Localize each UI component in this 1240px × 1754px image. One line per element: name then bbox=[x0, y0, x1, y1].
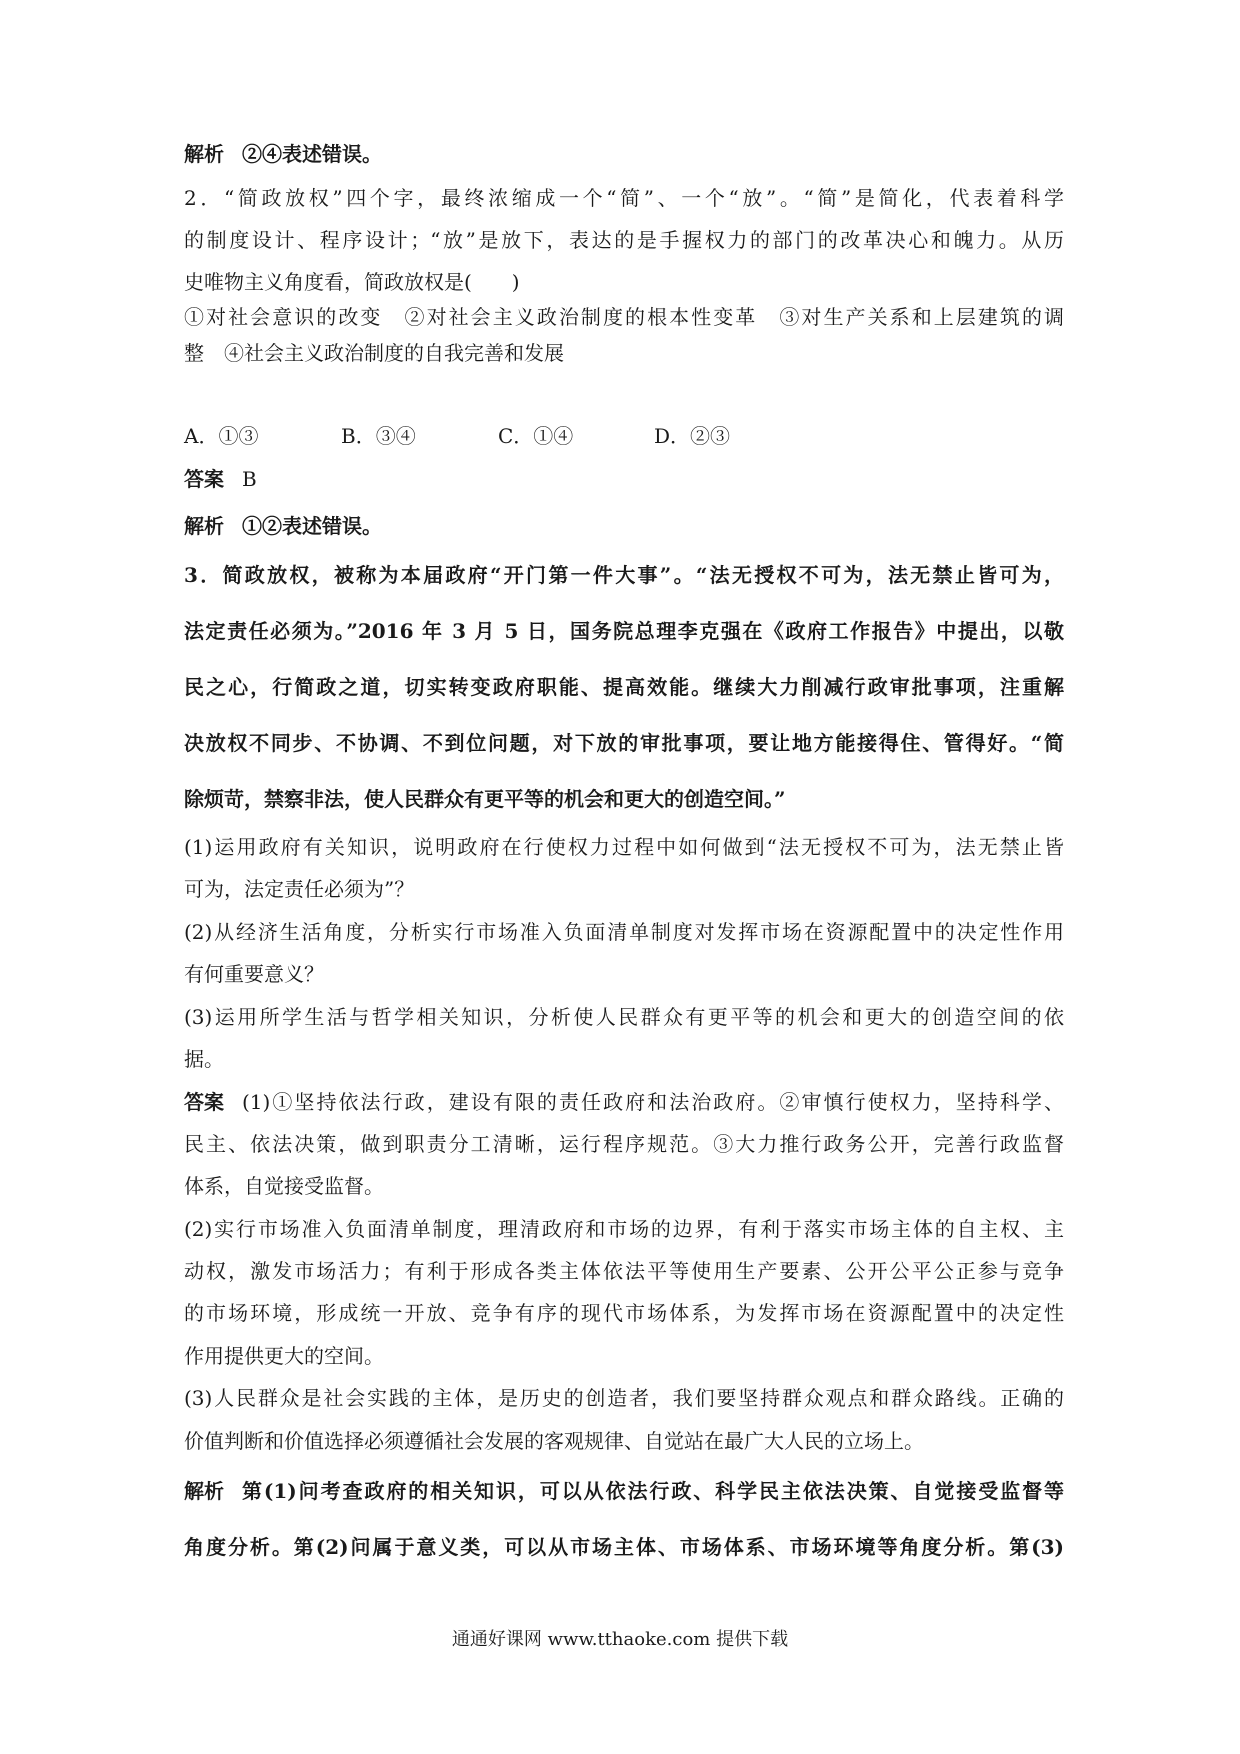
q3-stem-line: 3．简政放权，被称为本届政府“开门第一件大事”。“法无授权不可为，法无禁止皆可为， bbox=[184, 563, 1064, 587]
option-a: A．①③ bbox=[184, 424, 259, 448]
q3-answer-line: (3)人民群众是社会实践的主体，是历史的创造者，我们要坚持群众观点和群众路线。正确的 bbox=[184, 1386, 1064, 1410]
analysis-label: 解析 bbox=[184, 514, 224, 538]
q3-answer-line: 体系，自觉接受监督。 bbox=[184, 1174, 384, 1198]
q3-answer-line: 的市场环境，形成统一开放、竞争有序的现代市场体系，为发挥市场在资源配置中的决定性 bbox=[184, 1301, 1064, 1325]
q3-sub-question: 有何重要意义？ bbox=[184, 962, 324, 986]
q3-sub-question: (2)从经济生活角度，分析实行市场准入负面清单制度对发挥市场在资源配置中的决定性作用 bbox=[184, 920, 1064, 944]
q2-stem-line: 2．“简政放权”四个字，最终浓缩成一个“简”、一个“放”。“简”是简化，代表着科学 bbox=[184, 186, 1064, 210]
q3-answer-line: 动权，激发市场活力；有利于形成各类主体依法平等使用生产要素、公开公平公正参与竞争 bbox=[184, 1259, 1064, 1283]
q2-stem-line: 的制度设计、程序设计；“放”是放下，表达的是手握权力的部门的改革决心和魄力。从历 bbox=[184, 228, 1064, 252]
option-b: B．③④ bbox=[341, 424, 416, 448]
answer-text: (1)①坚持依法行政，建设有限的责任政府和法治政府。②审慎行使权力，坚持科学、 bbox=[242, 1090, 1064, 1114]
q2-statement-line: ①对社会意识的改变 ②对社会主义政治制度的根本性变革 ③对生产关系和上层建筑的调 bbox=[184, 305, 1064, 329]
q2-statement-line: 整 ④社会主义政治制度的自我完善和发展 bbox=[184, 341, 564, 365]
q2-answer bbox=[184, 466, 1064, 492]
q3-analysis-line: 角度分析。第(2)问属于意义类，可以从市场主体、市场体系、市场环境等角度分析。第(3) bbox=[184, 1535, 1064, 1559]
q3-analysis-first bbox=[184, 1478, 1064, 1504]
analysis-text: ①②表述错误。 bbox=[242, 514, 382, 538]
q3-sub-question: 据。 bbox=[184, 1047, 224, 1071]
q3-sub-question: (1)运用政府有关知识，说明政府在行使权力过程中如何做到“法无授权不可为，法无禁止皆 bbox=[184, 835, 1064, 859]
q3-stem-line: 除烦苛，禁察非法，使人民群众有更平等的机会和更大的创造空间。” bbox=[184, 787, 786, 811]
option-c: C．①④ bbox=[498, 424, 574, 448]
analysis-label: 解析 bbox=[184, 142, 224, 166]
option-d: D．②③ bbox=[654, 424, 731, 448]
answer-label: 答案 bbox=[184, 467, 224, 491]
q3-answer-first bbox=[184, 1089, 1064, 1115]
analysis-text: 第(1)问考查政府的相关知识，可以从依法行政、科学民主依法决策、自觉接受监督等 bbox=[242, 1479, 1064, 1503]
q3-stem-line: 民之心，行简政之道，切实转变政府职能、提高效能。继续大力削减行政审批事项，注重解 bbox=[184, 675, 1064, 699]
q3-stem-line: 法定责任必须为。”2016 年 3 月 5 日，国务院总理李克强在《政府工作报告》中提出，以敬 bbox=[184, 619, 1064, 643]
q2-analysis bbox=[184, 513, 1064, 539]
q2-stem-line: 史唯物主义角度看，简政放权是( ) bbox=[184, 270, 520, 294]
q2-options bbox=[184, 423, 1064, 449]
q3-answer-line: 作用提供更大的空间。 bbox=[184, 1344, 384, 1368]
analysis-text: ②④表述错误。 bbox=[242, 142, 382, 166]
q3-sub-question: (3)运用所学生活与哲学相关知识，分析使人民群众有更平等的机会和更大的创造空间的依 bbox=[184, 1005, 1064, 1029]
q3-stem-line: 决放权不同步、不协调、不到位问题，对下放的审批事项，要让地方能接得住、管得好。“简 bbox=[184, 731, 1064, 755]
q3-answer-line: (2)实行市场准入负面清单制度，理清政府和市场的边界，有利于落实市场主体的自主权、主 bbox=[184, 1217, 1064, 1241]
page-footer: 通通好课网 www.tthaoke.com 提供下载 bbox=[451, 1629, 789, 1650]
q3-answer-line: 民主、依法决策，做到职责分工清晰，运行程序规范。③大力推行政务公开，完善行政监督 bbox=[184, 1132, 1064, 1156]
answer-label: 答案 bbox=[184, 1090, 224, 1114]
q1-analysis bbox=[184, 141, 1064, 167]
analysis-label: 解析 bbox=[184, 1479, 224, 1503]
answer-value: B bbox=[242, 467, 257, 491]
q3-answer-line: 价值判断和价值选择必须遵循社会发展的客观规律、自觉站在最广大人民的立场上。 bbox=[184, 1429, 924, 1453]
q3-sub-question: 可为，法定责任必须为”？ bbox=[184, 877, 415, 901]
